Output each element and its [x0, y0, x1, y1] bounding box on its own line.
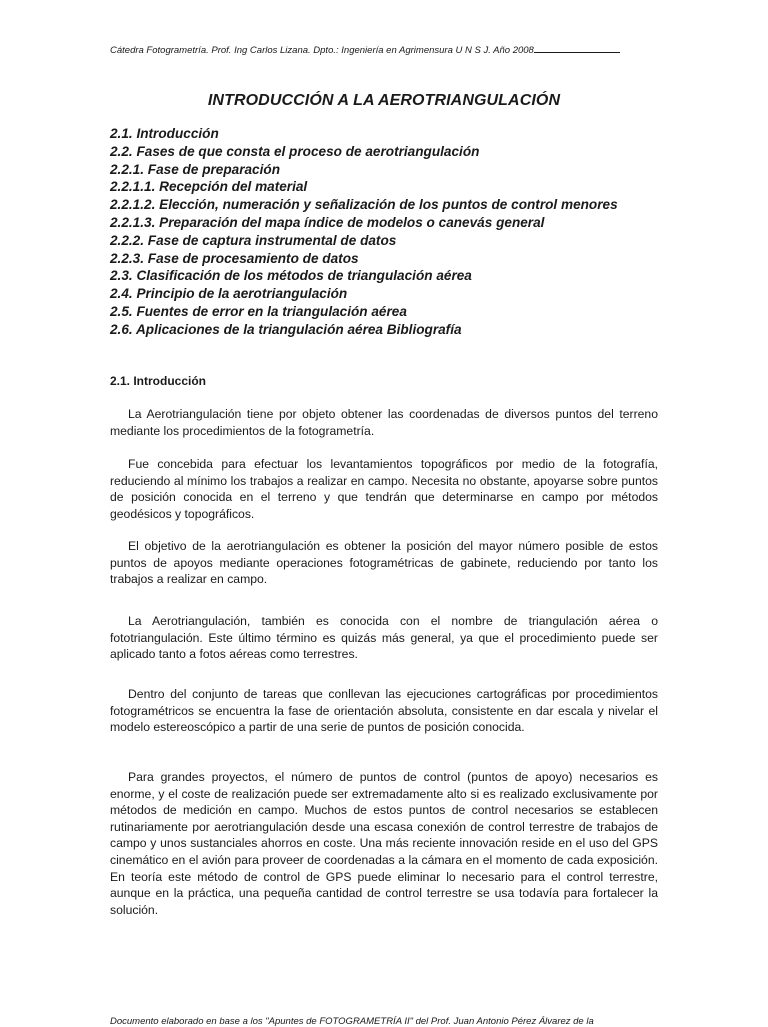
toc-item: 2.4. Principio de la aerotriangulación — [110, 286, 348, 302]
toc-item: 2.2.2. Fase de captura instrumental de datos — [110, 232, 397, 248]
paragraph-2: Fue concebida para efectuar los levantamientos topográficos por medio de la fotografía, reduciendo al mínimo los trabajos a realizar en campo. Necesita no obstante, apoyarse sobre puntos de posición conocida en el terreno y que tendrán que determinarse en campo por métodos geodésicos y topográficos. — [110, 457, 658, 521]
toc-item: 2.2.3. Fase de procesamiento de datos — [110, 250, 359, 266]
paragraph-6: Para grandes proyectos, el número de puntos de control (puntos de apoyo) necesarios es enorme, y el coste de realización puede ser extremadamente alto si es realizado exclusivamente por métodos de medición en campo. Muchos de estos puntos de control necesarios se establecen rutinariamente por aerotriangulación desde una escasa conexión de control terrestre de trabajos de campo y unos sustanciales ahorros en coste. Una más reciente innovación reside en el uso del GPS cinemático en el avión para proveer de coordenadas a la cámara en el momento de cada exposición. En teoría este método de control de GPS puede eliminar lo necesario para el control terrestre, aunque en la práctica, una pequeña cantidad de control terrestre se usa todavía para fortalecer la solución. — [110, 770, 658, 917]
paragraph-3: El objetivo de la aerotriangulación es obtener la posición del mayor número posible de estos puntos de apoyos mediante operaciones fotogramétricas de gabinete, reduciendo por tanto los trabajos a realizar en campo. — [110, 539, 658, 587]
toc-item: 2.2.1. Fase de preparación — [110, 161, 281, 177]
toc-item: 2.3. Clasificación de los métodos de triangulación aérea — [110, 268, 472, 284]
toc-item: 2.5. Fuentes de error en la triangulación aérea — [110, 303, 407, 319]
toc-item: 2.2.1.1. Recepción del material — [110, 179, 308, 195]
toc-item: 2.2. Fases de que consta el proceso de aerotriangulación — [110, 143, 480, 159]
page-header — [110, 44, 658, 56]
toc-item: 2.6. Aplicaciones de la triangulación aérea Bibliografía — [110, 321, 462, 337]
table-of-contents — [110, 125, 630, 339]
toc-item: 2.1. Introducción — [110, 126, 219, 141]
toc-item: 2.2.1.3. Preparación del mapa índice de modelos o canevás general — [110, 214, 545, 230]
header-rule — [534, 44, 620, 53]
toc-item: 2.2.1.2. Elección, numeración y señalización de los puntos de control menores — [110, 197, 618, 213]
section-heading: 2.1. Introducción — [110, 374, 207, 388]
paragraph-1: La Aerotriangulación tiene por objeto obtener las coordenadas de diversos puntos del terreno mediante los procedimientos de la fotogrametría. — [110, 407, 658, 438]
paragraph-4: La Aerotriangulación, también es conocida con el nombre de triangulación aérea o fototriangulación. Este último término es quizás más general, ya que el procedimiento puede ser aplicado tanto a fotos aéreas como terrestres. — [110, 614, 658, 662]
document-title: INTRODUCCIÓN A LA AEROTRIANGULACIÓN — [207, 92, 561, 109]
header-text: Cátedra Fotogrametría. Prof. Ing Carlos Lizana. Dpto.: Ingeniería en Agrimensura U N S J. Año 2008 — [110, 45, 534, 56]
page-footer: Documento elaborado en base a los "Apuntes de FOTOGRAMETRÍA II" del Prof. Juan Antonio Pérez Álvarez de la — [110, 1016, 594, 1027]
paragraph-5: Dentro del conjunto de tareas que conllevan las ejecuciones cartográficas por procedimientos fotogramétricos se encuentra la fase de orientación absoluta, consistente en dar escala y nivelar el modelo estereoscópico a partir de una serie de puntos de posición conocida. — [110, 687, 658, 735]
